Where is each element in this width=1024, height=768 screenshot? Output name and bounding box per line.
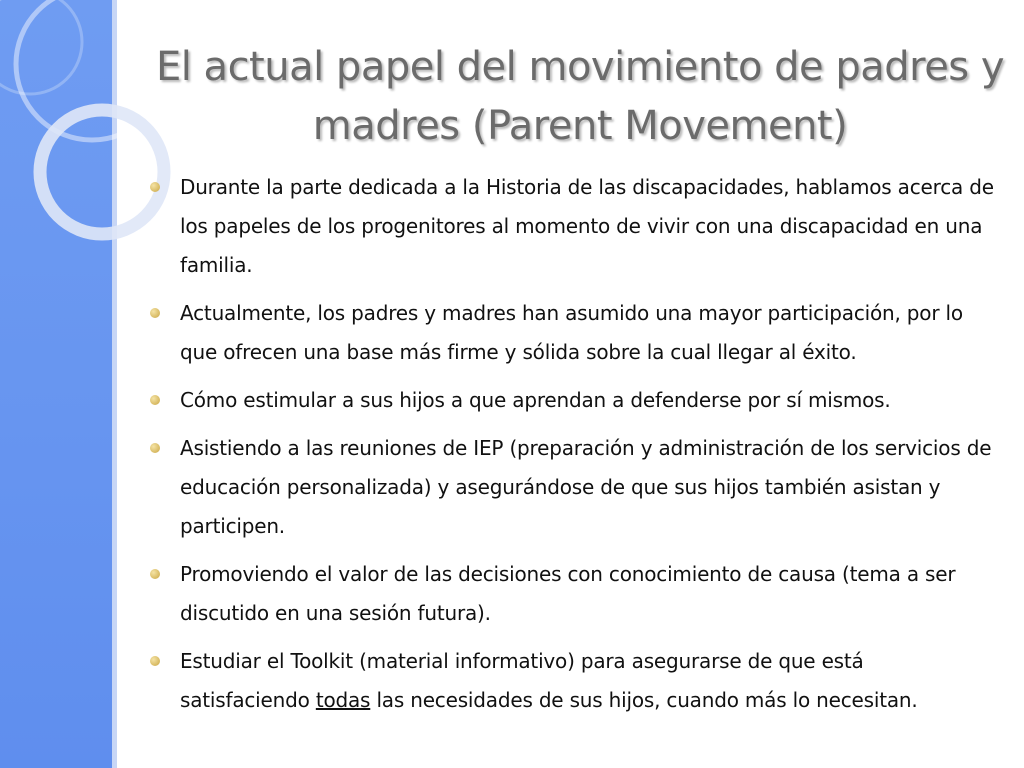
bullet-dot-icon — [150, 308, 160, 318]
slide-title: El actual papel del movimiento de padres y madres (Parent Movement) — [155, 44, 1005, 149]
bullet-dot-icon — [150, 656, 160, 666]
bullet-text: Asistiendo a las reuniones de IEP (preparación y administración de los servicios de educación personalizada) y asegurándose de que sus hijos también asistan y participen. — [180, 436, 992, 538]
bullet-dot-icon — [150, 182, 160, 192]
bullet-list — [148, 168, 998, 729]
bullet-item — [148, 381, 998, 420]
bullet-text: Durante la parte dedicada a la Historia de las discapacidades, hablamos acerca de los papeles de los progenitores al momento de vivir con una discapacidad en una familia. — [180, 175, 994, 277]
underlined-emphasis: todas — [315, 688, 371, 712]
bullet-item — [148, 429, 998, 546]
bullet-text: Actualmente, los padres y madres han asumido una mayor participación, por lo que ofrecen una base más firme y sólida sobre la cual llegar al éxito. — [180, 301, 963, 364]
bullet-item — [148, 168, 998, 285]
bullet-text: Promoviendo el valor de las decisiones con conocimiento de causa (tema a ser discutido en una sesión futura). — [180, 562, 956, 625]
bullet-item — [148, 642, 998, 720]
bullet-text: Cómo estimular a sus hijos a que aprendan a defenderse por sí mismos. — [180, 388, 891, 412]
bullet-dot-icon — [150, 569, 160, 579]
bullet-item — [148, 294, 998, 372]
side-band — [0, 0, 114, 768]
bullet-item — [148, 555, 998, 633]
bullet-text-after: las necesidades de sus hijos, cuando más lo necesitan. — [370, 688, 918, 712]
bullet-dot-icon — [150, 395, 160, 405]
bullet-dot-icon — [150, 443, 160, 453]
bullet-text-before: Estudiar el Toolkit (material informativo) para asegurarse de que está satisfaciendo — [180, 649, 864, 712]
side-band-edge — [112, 0, 117, 768]
